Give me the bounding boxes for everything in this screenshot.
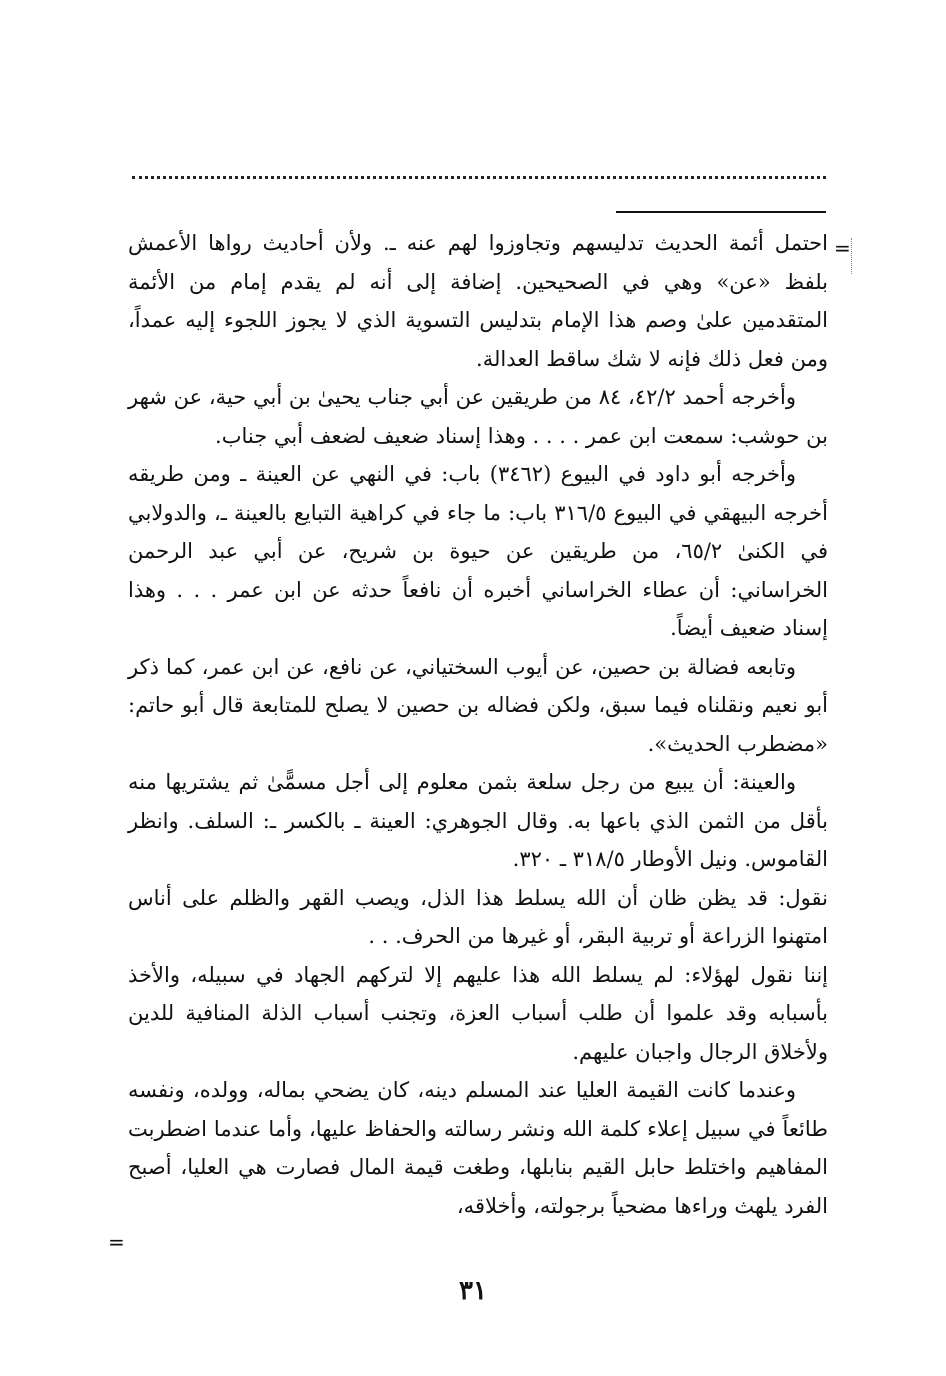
footnote-rule bbox=[616, 211, 826, 213]
footnote-paragraph-4: وتابعه فضالة بن حصين، عن أيوب السختياني، عن نافع، عن ابن عمر، كما ذكر أبو نعيم ونقلناه فيما سبق، ولكن فضاله بن حصين لا يصلح للمتابعة قال أبو حاتم: «مضطرب الحديث». bbox=[128, 654, 828, 756]
dotted-separator bbox=[132, 176, 826, 179]
footnote-paragraph-8: وعندما كانت القيمة العليا عند المسلم دينه، كان يضحي بماله، وولده، ونفسه طائعاً في سبيل إعلاء كلمة الله ونشر رسالته والحفاظ عليها، وأما عندما اضطربت المفاهيم واختلط حابل القيم بنابلها، وطغت قيمة المال فصارت هي العليا، أصبح الفرد يلهث وراءها مضحياً برجولته، وأخلاقه، bbox=[128, 1078, 828, 1218]
continuation-mark-end: = bbox=[108, 1230, 125, 1254]
footnote-paragraph-6: نقول: قد يظن ظان أن الله يسلط هذا الذل، ويصب القهر والظلم على أناس امتهنوا الزراعة أو تربية البقر، أو غيرها من الحرف. . . bbox=[128, 885, 828, 948]
footnote-paragraph-2: وأخرجه أحمد ٤٢/٢، ٨٤ من طريقين عن أبي جناب يحيىٰ بن أبي حية، عن شهر بن حوشب: سمعت ابن عمر . . . . وهذا إسناد ضعيف لضعف أبي جناب. bbox=[128, 385, 828, 448]
footnote-paragraph-5: والعينة: أن يبيع من رجل سلعة بثمن معلوم إلى أجل مسمًّىٰ ثم يشتريها منه بأقل من الثمن الذي باعها به. وقال الجوهري: العينة ـ بالكسر ـ: السلف. وانظر القاموس. ونيل الأوطار ٣١٨/٥ ـ ٣٢٠. bbox=[128, 770, 828, 871]
scan-artifact bbox=[851, 238, 854, 274]
footnote-paragraph-3: وأخرجه أبو داود في البيوع (٣٤٦٢) باب: في النهي عن العينة ـ ومن طريقه أخرجه البيهقي في البيوع ٣١٦/٥ باب: ما جاء في كراهية التبايع بالعينة ـ، والدولابي في الكنىٰ ٦٥/٢، من طريقين عن حيوة بن شريح، عن أبي عبد الرحمن الخراساني: أن عطاء الخراساني أخبره أن نافعاً حدثه عن ابن عمر . . . وهذا إسناد ضعيف أيضاً. bbox=[128, 462, 828, 640]
continuation-mark-start: = bbox=[834, 236, 851, 260]
page-number: ٣١ bbox=[459, 1276, 487, 1306]
footnote-text bbox=[128, 224, 828, 1225]
footnote-paragraph-1: احتمل أئمة الحديث تدليسهم وتجاوزوا لهم عنه ـ. ولأن أحاديث رواها الأعمش بلفظ «عن» وهي في الصحيحين. إضافة إلى أنه لم يقدم إمام من الأئمة المتقدمين علىٰ وصم هذا الإمام بتدليس التسوية الذي لا يجوز اللجوء إليه عمداً، ومن فعل ذلك فإنه لا شك ساقط العدالة. bbox=[128, 231, 828, 371]
footnote-paragraph-7: إننا نقول لهؤلاء: لم يسلط الله هذا عليهم إلا لتركهم الجهاد في سبيله، والأخذ بأسبابه وقد علموا أن طلب أسباب العزة، وتجنب أسباب الذلة المنافية للدين ولأخلاق الرجال واجبان عليهم. bbox=[128, 962, 828, 1064]
